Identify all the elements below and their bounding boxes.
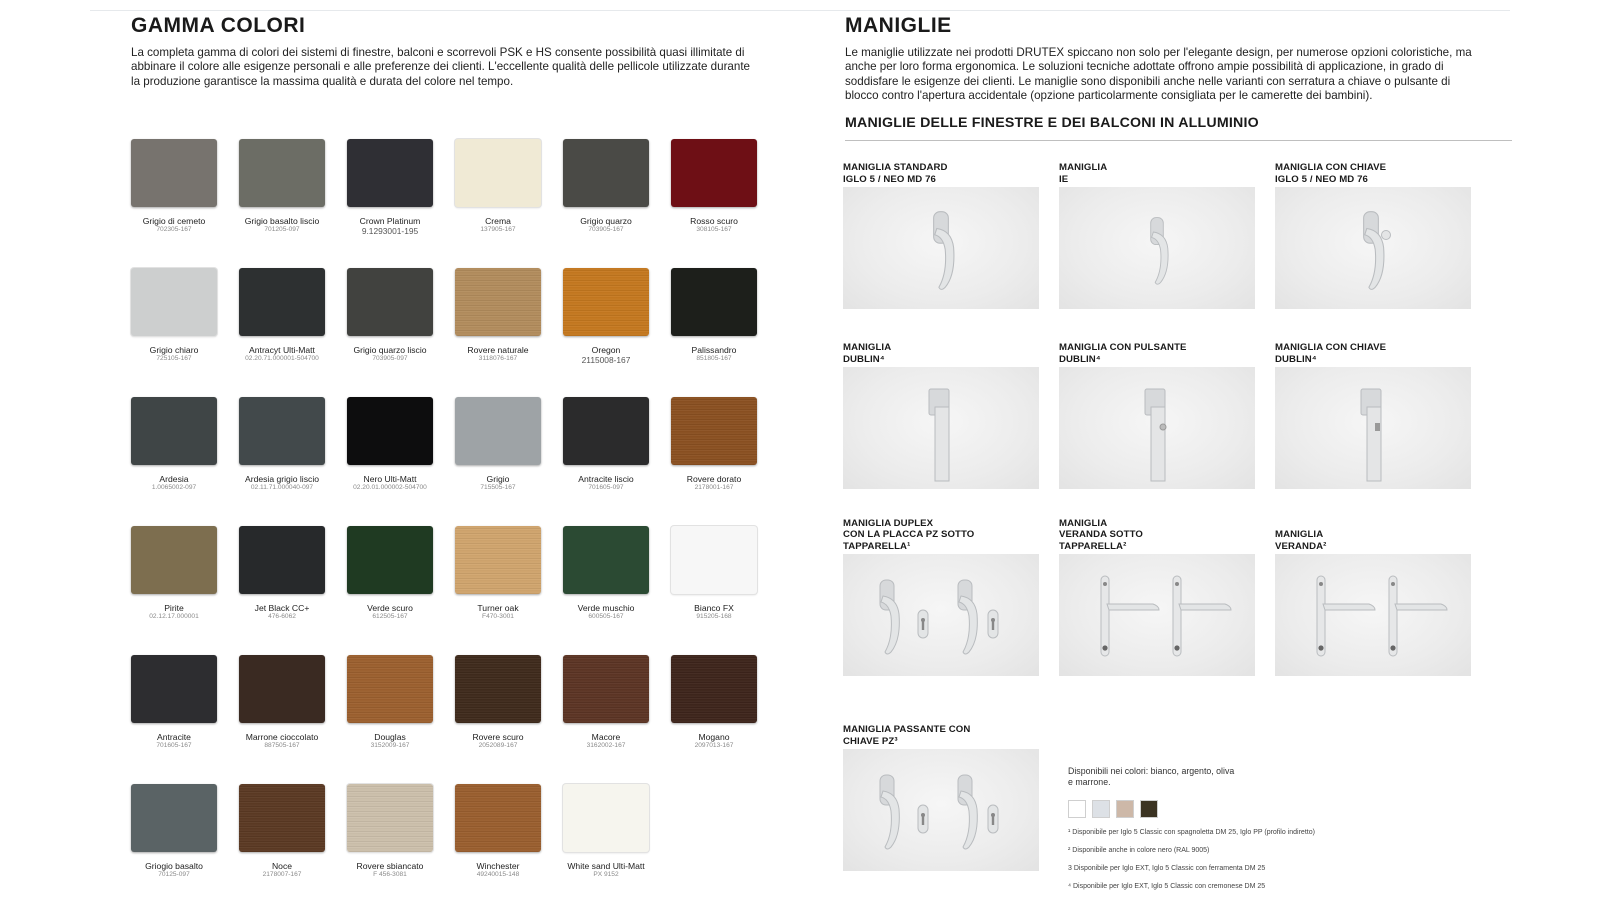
availability-color-chip bbox=[1140, 800, 1158, 818]
swatch-name: Verde muschio bbox=[577, 603, 635, 613]
color-swatch bbox=[455, 268, 541, 363]
swatch-code: 2178007-167 bbox=[262, 871, 302, 878]
swatch-code: 701605-097 bbox=[588, 484, 624, 491]
handle-label-line: IE bbox=[1059, 173, 1069, 185]
swatch-chip bbox=[455, 784, 541, 852]
footnote-4: ⁴ Disponibile per Iglo EXT, Iglo 5 Classic con cremonese DM 25 bbox=[1068, 883, 1266, 890]
swatch-chip bbox=[347, 784, 433, 852]
swatch-chip bbox=[455, 397, 541, 465]
handle-photo bbox=[1059, 187, 1255, 309]
color-swatch bbox=[455, 139, 541, 234]
swatch-code: 703905-167 bbox=[588, 226, 624, 233]
swatch-chip bbox=[347, 268, 433, 336]
colors-intro: La completa gamma di colori dei sistemi di finestre, balconi e scorrevoli PSK e HS consente possibilità quasi illimitate di abbinare il colore alle esigenze personali e alle preferenze dei clienti. L'eccellente qualità delle pellicole utilizzate durante la produzione garantisce la massima qualità e durata del colore nel tempo. bbox=[131, 46, 750, 88]
swatch-code: 887505-167 bbox=[264, 742, 300, 749]
color-swatch bbox=[671, 268, 757, 363]
handle-label-line: CON LA PLACCA PZ SOTTO bbox=[843, 529, 975, 541]
handle-label-line: CHIAVE PZ³ bbox=[843, 735, 898, 747]
swatch-name: Rosso scuro bbox=[690, 216, 738, 226]
swatch-code: 703905-097 bbox=[372, 355, 408, 362]
color-swatch bbox=[131, 268, 217, 363]
color-swatch bbox=[671, 655, 757, 750]
swatch-code: 476-6062 bbox=[268, 613, 296, 620]
handle-photo bbox=[1059, 554, 1255, 676]
swatch-name: Rovere sbiancato bbox=[356, 861, 424, 871]
color-swatch bbox=[239, 268, 325, 363]
swatch-code: 715505-167 bbox=[480, 484, 516, 491]
handle-label bbox=[843, 712, 1039, 747]
color-swatch bbox=[455, 397, 541, 492]
window-handle-icon bbox=[1059, 367, 1255, 489]
handles-subtitle: MANIGLIE DELLE FINESTRE E DEI BALCONI IN ALLUMINIO bbox=[845, 115, 1259, 131]
handle-label bbox=[843, 330, 1039, 365]
color-swatch bbox=[563, 784, 649, 879]
availability-color-chips bbox=[1068, 800, 1508, 818]
color-swatch bbox=[131, 397, 217, 492]
handle-card bbox=[843, 712, 1039, 871]
swatch-chip bbox=[671, 526, 757, 594]
handle-card bbox=[1275, 330, 1471, 489]
handle-label bbox=[843, 150, 1039, 185]
handle-label-line: MANIGLIA bbox=[1275, 529, 1324, 541]
handle-label-line: MANIGLIA PASSANTE CON bbox=[843, 724, 971, 736]
swatch-chip bbox=[563, 139, 649, 207]
swatch-name: Pirite bbox=[164, 603, 184, 613]
window-handle-icon bbox=[1275, 554, 1471, 676]
swatch-name: Noce bbox=[271, 861, 293, 871]
swatch-code: F470-3001 bbox=[482, 613, 514, 620]
swatch-name: Jet Black CC+ bbox=[254, 603, 310, 613]
handle-label-line: MANIGLIA bbox=[1059, 517, 1108, 529]
swatch-name: Grigio quarzo bbox=[580, 216, 632, 226]
handle-label-line: IGLO 5 / NEO MD 76 bbox=[843, 173, 936, 185]
handle-label-line: MANIGLIA bbox=[1059, 162, 1108, 174]
color-swatch bbox=[239, 526, 325, 621]
color-swatch bbox=[239, 139, 325, 234]
swatch-chip bbox=[563, 655, 649, 723]
color-swatch bbox=[239, 397, 325, 492]
swatch-code: F 456-3081 bbox=[373, 871, 407, 878]
colors-section bbox=[131, 14, 761, 89]
swatch-chip bbox=[563, 268, 649, 336]
swatch-name: Grigio chiaro bbox=[149, 345, 199, 355]
color-swatch bbox=[455, 784, 541, 879]
window-handle-icon bbox=[1275, 367, 1471, 489]
color-swatch bbox=[239, 655, 325, 750]
window-handle-icon bbox=[843, 749, 1039, 871]
window-handle-icon bbox=[843, 187, 1039, 309]
handle-label-line: IGLO 5 / NEO MD 76 bbox=[1275, 173, 1368, 185]
handle-label bbox=[1275, 517, 1471, 552]
swatch-code: 1.0065002-097 bbox=[151, 484, 197, 491]
handle-label-line: DUBLIN⁴ bbox=[1275, 353, 1317, 365]
handle-label-line: MANIGLIA STANDARD bbox=[843, 162, 948, 174]
swatch-chip bbox=[239, 397, 325, 465]
swatch-chip bbox=[131, 139, 217, 207]
swatch-chip bbox=[671, 397, 757, 465]
swatch-chip bbox=[347, 139, 433, 207]
color-swatch bbox=[563, 139, 649, 234]
swatch-chip bbox=[347, 655, 433, 723]
handle-label-line: TAPPARELLA² bbox=[1059, 540, 1127, 552]
handle-card bbox=[1275, 517, 1471, 676]
color-swatch bbox=[563, 268, 649, 365]
footnote-2: ² Disponibile anche in colore nero (RAL 9005) bbox=[1068, 847, 1210, 854]
swatch-chip bbox=[239, 268, 325, 336]
availability-text: Disponibili nei colori: bianco, argento, oliva e marrone. bbox=[1068, 766, 1235, 787]
swatch-code: 02.20.71.000001-504700 bbox=[245, 355, 319, 362]
swatch-name: Bianco FX bbox=[694, 603, 734, 613]
swatch-chip bbox=[563, 784, 649, 852]
swatch-code: 2052089-167 bbox=[478, 742, 518, 749]
color-swatch bbox=[671, 526, 757, 621]
swatch-code: 3152009-167 bbox=[370, 742, 410, 749]
handle-label bbox=[1059, 330, 1255, 365]
swatch-code: 702305-167 bbox=[156, 226, 192, 233]
color-swatch bbox=[671, 397, 757, 492]
swatch-name: White sand Ulti-Matt bbox=[567, 861, 645, 871]
handle-card bbox=[843, 330, 1039, 489]
swatch-name: Winchester bbox=[476, 861, 520, 871]
swatch-chip bbox=[347, 397, 433, 465]
swatch-chip bbox=[455, 526, 541, 594]
color-swatch bbox=[563, 397, 649, 492]
window-handle-icon bbox=[843, 367, 1039, 489]
swatch-chip bbox=[131, 397, 217, 465]
swatch-name: Grigio bbox=[486, 474, 510, 484]
color-swatch bbox=[347, 655, 433, 750]
swatch-name: Crown Platinum bbox=[359, 216, 421, 226]
swatch-code: 701605-167 bbox=[156, 742, 192, 749]
color-swatch bbox=[563, 655, 649, 750]
swatch-chip bbox=[563, 397, 649, 465]
swatch-name: Palissandro bbox=[691, 345, 737, 355]
handle-label-line: TAPPARELLA¹ bbox=[843, 540, 911, 552]
swatch-name: Macore bbox=[591, 732, 621, 742]
color-swatch bbox=[455, 526, 541, 621]
swatch-name: Ardesia grigio liscio bbox=[244, 474, 320, 484]
swatch-code: 3118076-167 bbox=[478, 355, 518, 362]
color-swatch bbox=[455, 655, 541, 750]
handle-photo bbox=[1275, 187, 1471, 309]
handle-label-line: DUBLIN⁴ bbox=[843, 353, 885, 365]
swatch-name: Oregon bbox=[591, 345, 621, 355]
handle-label-line: DUBLIN⁴ bbox=[1059, 353, 1101, 365]
swatch-code: 9.1293001-195 bbox=[361, 226, 419, 236]
handle-card bbox=[1059, 517, 1255, 676]
swatch-name: Rovere scuro bbox=[472, 732, 524, 742]
handle-photo bbox=[1059, 367, 1255, 489]
color-swatch bbox=[347, 268, 433, 363]
handles-intro: Le maniglie utilizzate nei prodotti DRUTEX spiccano non solo per l'elegante design, per numerose opzioni coloristiche, ma anche per loro forma ergonomica. Le soluzioni tecniche adottate offrono ampie possibilità di applicazione, in grado di soddisfare le esigenze dei clienti. Le maniglie sono disponibili anche nelle varianti con serratura a chiave o pulsante di blocco contro l'apertura accidentale (opzione particolarmente consigliata per le camerette dei bambini). bbox=[845, 46, 1472, 102]
swatch-code: 3162002-167 bbox=[586, 742, 626, 749]
swatch-chip bbox=[563, 526, 649, 594]
swatch-name: Grigio quarzo liscio bbox=[353, 345, 427, 355]
swatch-chip bbox=[239, 784, 325, 852]
swatch-code: 70125-097 bbox=[158, 871, 190, 878]
window-handle-icon bbox=[1059, 554, 1255, 676]
swatch-code: 02.20.01.000002-504700 bbox=[353, 484, 427, 491]
swatch-name: Marrone cioccolato bbox=[245, 732, 319, 742]
swatch-name: Antracite liscio bbox=[578, 474, 634, 484]
handle-label-line: MANIGLIA CON CHIAVE bbox=[1275, 162, 1387, 174]
handle-label bbox=[1275, 150, 1471, 185]
handles-title: MANIGLIE bbox=[845, 14, 952, 37]
availability-box bbox=[1068, 766, 1508, 891]
swatch-code: 137905-167 bbox=[480, 226, 516, 233]
swatch-name: Ardesia bbox=[159, 474, 189, 484]
swatch-name: Verde scuro bbox=[367, 603, 413, 613]
swatch-name: Mogano bbox=[698, 732, 730, 742]
swatch-name: Douglas bbox=[374, 732, 406, 742]
color-swatch bbox=[347, 139, 433, 236]
footnote-1: ¹ Disponibile per Iglo 5 Classic con spagnoletta DM 25, Iglo PP (profilo indiretto) bbox=[1068, 829, 1315, 836]
swatch-code: 2178001-167 bbox=[694, 484, 734, 491]
swatch-code: 2115008-167 bbox=[581, 355, 631, 365]
swatch-name: Turner oak bbox=[477, 603, 519, 613]
handle-card bbox=[1275, 150, 1471, 309]
swatch-code: 308105-167 bbox=[696, 226, 732, 233]
swatch-chip bbox=[239, 655, 325, 723]
swatch-chip bbox=[671, 268, 757, 336]
swatch-code: 725105-167 bbox=[156, 355, 192, 362]
swatch-code: 612505-167 bbox=[372, 613, 408, 620]
swatch-chip bbox=[131, 655, 217, 723]
swatch-code: 02.12.17.000001 bbox=[149, 613, 199, 620]
color-swatch bbox=[131, 526, 217, 621]
color-swatch bbox=[347, 526, 433, 621]
handle-photo bbox=[1275, 554, 1471, 676]
swatch-code: PX 9152 bbox=[593, 871, 619, 878]
swatch-name: Grigio di cemeto bbox=[142, 216, 206, 226]
handle-label-line: MANIGLIA CON CHIAVE bbox=[1275, 342, 1387, 354]
swatch-chip bbox=[671, 139, 757, 207]
swatch-name: Nero Ulti-Matt bbox=[363, 474, 417, 484]
swatch-name: Antracite bbox=[157, 732, 191, 742]
handle-photo bbox=[843, 554, 1039, 676]
window-handle-icon bbox=[1275, 187, 1471, 309]
handle-label-line: VERANDA² bbox=[1275, 540, 1327, 552]
availability-color-chip bbox=[1068, 800, 1086, 818]
color-swatch bbox=[347, 784, 433, 879]
swatch-chip bbox=[671, 655, 757, 723]
swatch-name: Rovere naturale bbox=[467, 345, 529, 355]
handle-label-line: MANIGLIA DUPLEX bbox=[843, 517, 934, 529]
color-swatch bbox=[671, 139, 757, 234]
swatch-chip bbox=[131, 268, 217, 336]
swatch-name: Rovere dorato bbox=[686, 474, 742, 484]
swatch-name: Griogio basalto bbox=[145, 861, 203, 871]
handle-card bbox=[843, 150, 1039, 309]
color-swatch bbox=[131, 139, 217, 234]
swatch-chip bbox=[347, 526, 433, 594]
handles-section bbox=[845, 14, 1475, 103]
handle-label-line: MANIGLIA bbox=[843, 342, 892, 354]
handle-label bbox=[1059, 517, 1255, 552]
swatch-code: 02.11.71.000040-097 bbox=[250, 484, 314, 491]
handle-photo bbox=[843, 367, 1039, 489]
footnote-3: 3 Disponibile per Iglo EXT, Iglo 5 Classic con ferramenta DM 25 bbox=[1068, 865, 1266, 872]
swatch-code: 915205-168 bbox=[696, 613, 732, 620]
swatch-chip bbox=[455, 268, 541, 336]
handle-label-line: MANIGLIA CON PULSANTE bbox=[1059, 342, 1187, 354]
color-swatch bbox=[239, 784, 325, 879]
swatch-chip bbox=[131, 526, 217, 594]
swatch-chip bbox=[455, 655, 541, 723]
swatch-chip bbox=[239, 139, 325, 207]
swatch-chip bbox=[131, 784, 217, 852]
handle-photo bbox=[843, 187, 1039, 309]
handle-photo bbox=[1275, 367, 1471, 489]
swatch-code: 701205-097 bbox=[264, 226, 300, 233]
availability-color-chip bbox=[1092, 800, 1110, 818]
handle-card bbox=[1059, 150, 1255, 309]
swatch-name: Grigio basalto liscio bbox=[244, 216, 320, 226]
availability-color-chip bbox=[1116, 800, 1134, 818]
handle-label bbox=[843, 517, 1039, 552]
handle-card bbox=[843, 517, 1039, 676]
swatch-code: 49240015-148 bbox=[476, 871, 520, 878]
swatch-code: 600505-167 bbox=[588, 613, 624, 620]
swatch-chip bbox=[455, 139, 541, 207]
swatch-code: 2097013-167 bbox=[694, 742, 734, 749]
colors-title: GAMMA COLORI bbox=[131, 14, 306, 37]
window-handle-icon bbox=[843, 554, 1039, 676]
handle-label-line: VERANDA SOTTO bbox=[1059, 529, 1143, 541]
swatch-name: Antracyt Ulti-Matt bbox=[249, 345, 315, 355]
top-divider bbox=[90, 10, 1510, 11]
handle-label bbox=[1275, 330, 1471, 365]
handle-photo bbox=[843, 749, 1039, 871]
handle-label bbox=[1059, 150, 1255, 185]
swatch-code: 851805-167 bbox=[696, 355, 732, 362]
color-swatch bbox=[347, 397, 433, 492]
subtitle-divider bbox=[845, 140, 1512, 141]
color-swatch bbox=[131, 655, 217, 750]
window-handle-icon bbox=[1059, 187, 1255, 309]
swatch-chip bbox=[239, 526, 325, 594]
swatch-name: Crema bbox=[485, 216, 511, 226]
handle-card bbox=[1059, 330, 1255, 489]
color-swatch bbox=[563, 526, 649, 621]
color-swatch bbox=[131, 784, 217, 879]
